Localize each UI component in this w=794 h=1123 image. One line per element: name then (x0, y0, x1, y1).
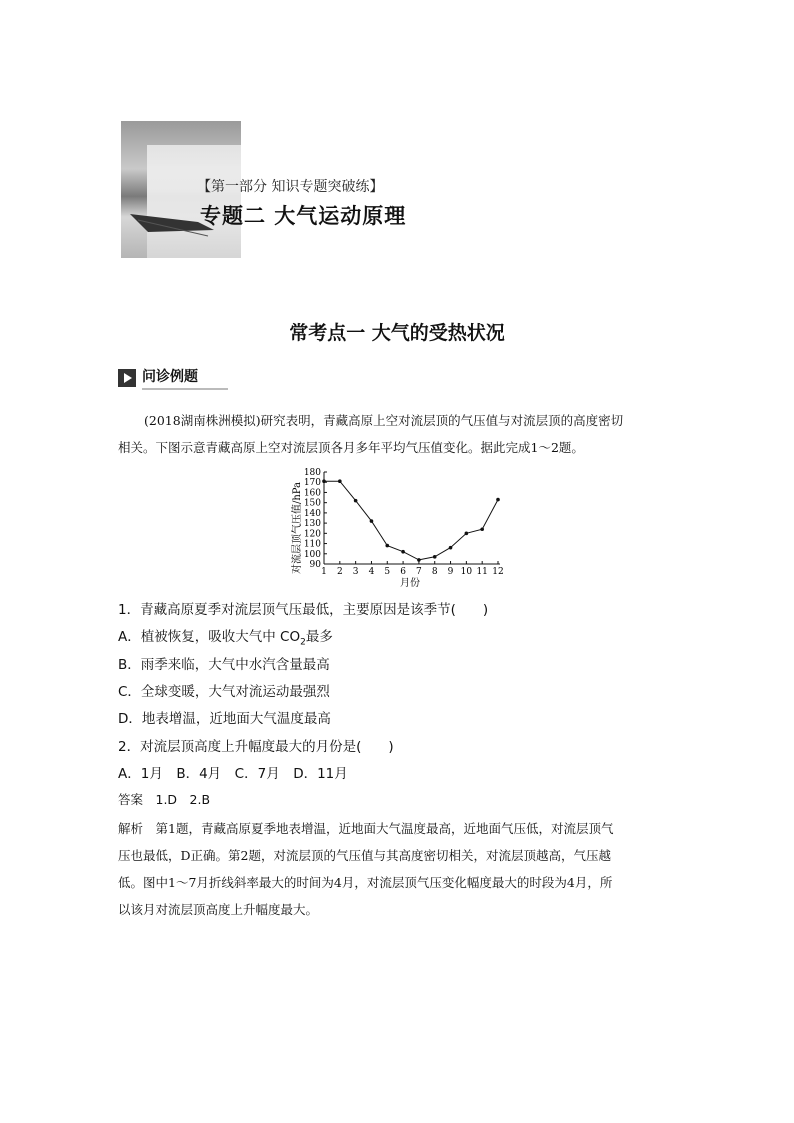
data-point (370, 519, 374, 523)
x-tick-label: 12 (492, 567, 504, 577)
data-point (433, 555, 437, 559)
answer-line: 答案 1.D 2.B (118, 792, 211, 807)
data-point (496, 498, 500, 502)
y-tick-label: 160 (303, 488, 321, 499)
x-tick-label: 1 (321, 567, 327, 577)
x-tick-label: 4 (368, 567, 375, 577)
x-tick-label: 6 (400, 567, 406, 577)
q2-options: A．1月 B．4月 C．7月 D．11月 (118, 766, 348, 782)
x-tick-label: 2 (336, 567, 343, 577)
topic-title: 专题二 大气运动原理 (200, 204, 407, 228)
data-point (417, 558, 421, 562)
y-tick-label: 170 (303, 478, 321, 489)
analysis-line-1: 解析 第1题，青藏高原夏季地表增温，近地面大气温度最高，近地面气压低，对流层顶气 (118, 821, 614, 836)
q1-option-a-subscript: 2 (300, 637, 306, 648)
data-point (322, 479, 326, 483)
x-tick-label: 11 (476, 567, 488, 577)
q1-option-d: D．地表增温，近地面大气温度最高 (118, 711, 331, 727)
data-point (338, 479, 342, 483)
q1-option-b: B．雨季来临，大气中水汽含量最高 (118, 657, 330, 673)
play-triangle-icon (118, 369, 136, 387)
y-tick-label: 150 (303, 498, 321, 509)
q1-option-c: C．全球变暖，大气对流运动最强烈 (118, 684, 330, 700)
x-tick-label: 5 (384, 567, 391, 577)
q1-option-a-text: A．植被恢复，吸收大气中 CO (118, 629, 301, 645)
q1-stem: 1．青藏高原夏季对流层顶气压最低，主要原因是该季节( ) (118, 602, 489, 618)
x-tick-label: 10 (460, 567, 473, 577)
sub-heading (118, 367, 228, 389)
data-point (401, 550, 405, 554)
analysis-line-2: 压也最低，D正确。第2题，对流层顶的气压值与其高度密切相关，对流层顶越高，气压越 (118, 848, 611, 863)
pressure-line-chart (286, 466, 511, 591)
y-axis-label: 对流层顶气压值/hPa (292, 481, 303, 575)
x-tick-label: 3 (352, 567, 359, 577)
y-tick-label: 180 (303, 468, 321, 478)
y-tick-label: 110 (303, 539, 321, 550)
data-point (354, 499, 358, 503)
x-axis-label: 月份 (400, 578, 420, 589)
sub-heading-text: 问诊例题 (142, 366, 228, 390)
x-tick-label: 7 (416, 567, 422, 577)
y-tick-label: 140 (303, 508, 321, 519)
analysis-line-3: 低。图中1～7月折线斜率最大的时间为4月，对流层顶气压变化幅度最大的时段为4月，所 (118, 875, 613, 890)
series-line (324, 481, 498, 560)
part-label: 【第一部分 知识专题突破练】 (197, 179, 384, 195)
data-point (480, 527, 484, 531)
x-tick-label: 9 (447, 567, 454, 577)
data-point (385, 544, 389, 548)
data-point (465, 532, 469, 536)
section-title: 常考点一 大气的受热状况 (289, 322, 505, 344)
x-tick-label: 8 (431, 567, 438, 577)
intro-line-1: (2018湖南株洲模拟)研究表明，青藏高原上空对流层顶的气压值与对流层顶的高度密切 (144, 413, 624, 428)
q1-option-a (118, 625, 333, 648)
y-tick-label: 90 (309, 560, 321, 570)
y-tick-label: 130 (303, 519, 321, 530)
q1-option-a-text-end: 最多 (305, 629, 333, 645)
y-tick-label: 120 (303, 529, 321, 540)
q2-stem: 2．对流层顶高度上升幅度最大的月份是( ) (118, 739, 394, 755)
data-point (449, 546, 453, 550)
analysis-line-4: 以该月对流层顶高度上升幅度最大。 (118, 902, 319, 917)
y-tick-label: 100 (303, 549, 321, 560)
intro-line-2: 相关。下图示意青藏高原上空对流层顶各月多年平均气压值变化。据此完成1～2题。 (118, 440, 584, 455)
